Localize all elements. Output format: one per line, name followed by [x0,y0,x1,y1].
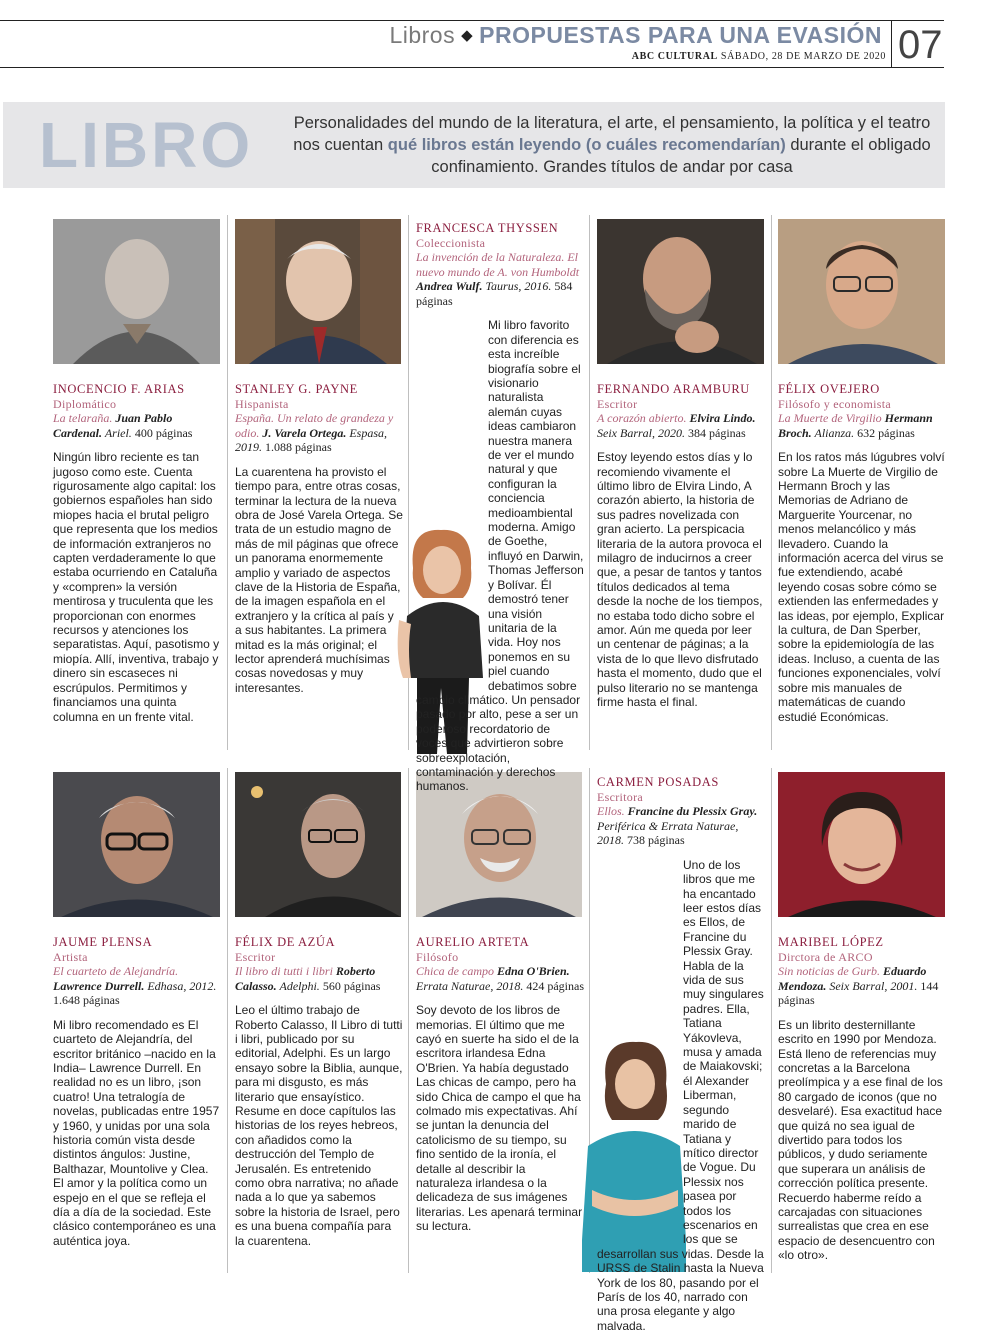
book-publisher: Errata Naturae, 2018. [416,978,524,993]
book-author: Roberto Calasso. [235,964,376,993]
recommendation-text [597,858,765,1333]
book-pages: 560 páginas [322,978,381,993]
book-publisher: Adelphi. [279,978,320,993]
column-divider [227,215,228,750]
book-author: Andrea Wulf. [416,279,483,294]
book-pages: 424 páginas [526,978,584,993]
text-wrap-spacer [597,1008,683,1238]
book-reference [235,411,403,455]
person-name: JAUME PLENSA [53,935,153,949]
book-reference [53,411,221,440]
intro-text-after: durante el obligado confinamiento. Grandes títulos de andar por casa [431,136,931,176]
entry-card [778,935,946,1263]
book-publisher: Seix Barral, 2001. [829,978,918,993]
recommendation-text: La cuarentena ha provisto el tiempo para, entre otras cosas, terminar la lectura de la nueva obra de José Varela Ortega. Se trata de un estudio magno de más de mil páginas que ofrece un panorama enormemente amplio y variado de aspectos clave de la Historia de España, de la imagen española en el extranjero y la crítica al país y a sus habitantes. La primera mitad es la más original; el lector aprenderá muchísimas cosas novedosas y muy interesantes. [235,464,403,695]
banner-word: LIBRO [39,109,254,181]
portrait-image [235,772,401,917]
recommendation-body: Mi libro favorito con diferencia es esta increíble biografía sobre el visionario naturalista alemán cuyas ideas cambiaron nuestra manera de ver el mundo natural y que configuran la conciencia medioambiental moderna. Amigo de Goethe, influyó en Darwin, Thomas Jefferson y Bolívar. Él demostró tener una visión unitaria de la vida. Hoy nos ponemos en su piel cuando debatimos sobre cambio climático. Un pensador pasado por alto, pese a ser un poderoso recordatorio de voces que advirtieron sobre sobreexplotación, contaminación y derechos humanos. [416,318,584,794]
book-reference [416,964,584,993]
book-title: Chica de campo [416,964,494,978]
person-role: Escritora [597,790,644,804]
person-name: FÉLIX DE AZÚA [235,935,336,949]
book-publisher: Ariel. [104,425,132,440]
book-pages: 584 páginas [416,279,573,308]
book-author: Eduardo Mendoza. [778,964,927,993]
entry-card [235,382,403,695]
topic-label: PROPUESTAS PARA UNA EVASIÓN [479,22,882,48]
text-wrap-spacer [416,484,488,689]
entry-card [597,382,765,710]
person-role: Escritor [235,950,276,964]
entry-card [416,935,584,1234]
portrait-photo [53,219,220,364]
header-separator [891,21,892,67]
recommendation-text: Mi libro recomendado es El cuarteto de Alejandría, del escritor británico –nacido en la India– Lawrence Durrell. En realidad no es un libro, ¡son cuatro! Una tetralogía de novelas, publicadas entre 1957 y 1960, y unidas por una sola historia común vista desde distintos ángulos: Justine, Balthazar, Mountolive y Clea. El amor y la política como un espejo en el que se refleja el día a día de la sociedad. Este clásico contemporáneo es una auténtica joya. [53,1017,220,1248]
page-number: 07 [898,23,943,67]
section-heading [389,22,882,49]
book-author: Juan Pablo Cardenal. [53,411,173,440]
intro-banner [3,102,945,188]
person-role: Escritor [597,397,638,411]
book-title: A corazón abierto. [597,411,687,425]
portrait-photo [235,772,401,917]
book-reference [778,411,946,440]
book-title: La Muerte de Virgilio [778,411,882,425]
column-divider [227,768,228,1273]
entry-card [53,935,221,1248]
person-name: FERNANDO ARAMBURU [597,382,750,396]
book-pages: 384 páginas [688,425,746,440]
portrait-image [778,772,945,917]
book-title: Sin noticias de Gurb. [778,964,880,978]
book-author: Elvira Lindo. [689,411,756,425]
person-name: FRANCESCA THYSSEN [416,221,559,235]
book-reference [597,804,765,848]
book-title: La invención de la Naturaleza. El nuevo mundo de A. von Humboldt [416,250,580,279]
portrait-photo [778,772,945,917]
book-pages: 1.088 páginas [265,440,332,455]
book-title: El cuarteto de Alejandría. [53,964,179,978]
person-name: CARMEN POSADAS [597,775,719,789]
book-author: J. Varela Ortega. [262,425,347,440]
book-pages: 400 páginas [134,425,193,440]
entry-card [597,775,765,1333]
person-role: Coleccionista [416,236,486,250]
book-title: Ellos. [597,804,625,818]
header-rule-top [0,20,944,21]
column-divider [589,215,590,750]
book-title: España. Un relato de grandeza y odio. [235,411,394,440]
banner-intro [281,112,943,178]
recommendation-text: Estoy leyendo estos días y lo recomiendo vivamente el último libro de Elvira Lindo, A corazón abierto, la historia de sus padres novelizada con gran acierto. La perspicacia literaria de la autora provoca el milagro de inducirnos a creer que, a pesar de tantos y tantos títulos dedicados al tema desde la noche de los tiempos, no estaba todo dicho sobre el amor. Aún me queda por leer un centenar de páginas; a la vista de lo que llevo disfrutado hasta el momento, dudo que el pulso literario no se mantenga firme hasta el final. [597,450,763,710]
intro-text-before: Personalidades del mundo de la literatura, el arte, el pensamiento, la política y el teatro nos cuentan [293,114,931,154]
recommendation-text: En los ratos más lúgubres volví sobre La Muerte de Virgilio de Hermann Broch y las Memorias de Adriano de Marguerite Yourcenar, no menos melancólico y más llevadero. Cuando la información acerca del virus se fue extendiendo, acabé leyendo cosas sobre cómo se extienden las enfermedades y las ideas, por ejemplo, Explicar la cultura, de Dan Sperber, sobre la epidemiología de las ideas. Incluso, a cuenta de las funciones exponenciales, volví sobre mis manuales de matemáticas de cuando estudié Económicas. [778,450,945,724]
book-pages: 632 páginas [857,425,915,440]
section-label: Libros [389,22,456,48]
portrait-image [235,219,401,364]
recommendation-text: Es un librito desternillante escrito en 1990 por Mendoza. Está lleno de referencias muy concretas a la Barcelona preolímpica y a ese final de los 80 cargado de iconos (que no desvelaré). Esa exactitud hace que quizá no sea igual de divertido para todos los públicos, y dudo seriamente que superara un análisis de corrección política presente. Recuerdo haberme reído a carcajadas con situaciones surrealistas que crea en ese espacio de desencuentro con «lo otro». [778,1017,943,1263]
person-role: Diplomático [53,397,117,411]
book-author: Lawrence Durrell. [53,978,145,993]
person-name: FÉLIX OVEJERO [778,382,880,396]
book-publisher: Periférica & Errata Naturae, 2018. [597,818,739,848]
portrait-photo [778,219,945,364]
book-publisher: Edhasa, 2012. [147,978,217,993]
publication-name: ABC CULTURAL [631,51,718,62]
entry-card [778,382,946,724]
publication-date-line [632,51,886,62]
book-publisher: Espasa, 2019. [235,425,388,455]
book-reference [778,964,946,1008]
column-divider [408,768,409,1273]
portrait-image [597,219,764,364]
recommendation-text: Ningún libro reciente es tan jugoso como este. Cuenta rigurosamente algo capital: los gobiernos españoles han sido miopes hacia el brutal peligro que representa que los medios de información extranjeros no capten verdaderamente lo que estaba ocurriendo en Cataluña y «compren» la versión mentirosa y truculenta que les proporcionan con enormes recursos y atenciones los separatistas. Aquí, pasotismo y miopía. Allí, inventiva, trabajo y dinero sin escaseces ni escrúpulos. Permitimos y financiamos una quinta columna en un frente vital. [53,450,220,724]
column-divider [771,768,772,1273]
person-name: STANLEY G. PAYNE [235,382,358,396]
book-pages: 738 páginas [627,833,685,848]
recommendation-text [416,318,584,793]
person-name: AURELIO ARTETA [416,935,530,949]
column-divider [771,215,772,750]
book-title: La telaraña. [53,411,113,425]
portrait-photo [53,772,220,917]
book-title: Il libro di tutti i libri [235,964,333,978]
person-role: Artista [53,950,88,964]
book-reference [53,964,221,1008]
person-name: MARIBEL LÓPEZ [778,935,884,949]
person-role: Dirctora de ARCO [778,950,873,964]
book-author: Edna O'Brien. [496,964,570,978]
book-publisher: Seix Barral, 2020. [597,425,685,440]
book-pages: 1.648 páginas [53,993,120,1008]
book-reference [416,250,584,308]
portrait-image [53,772,220,917]
portrait-photo [597,219,764,364]
portrait-photo [235,219,401,364]
book-publisher: Alianza. [814,425,855,440]
portrait-image [53,219,220,364]
recommendation-text: Soy devoto de los libros de memorias. El último que me cayó en suerte ha sido el de la escritora irlandesa Edna O'Brien. Ya había degustado Las chicas de campo, pero ha sido Chica de campo el que ha colmado mis expectativas. Ahí se juntan la denuncia del catolicismo de su tiempo, su fino sentido de la ironía, el detalle al describir la naturaleza irlandesa o la delicadeza de sus imágenes literarias. Les apenará terminar su lectura. [416,1003,583,1234]
intro-highlight: qué libros están leyendo (o cuáles recomendarían) [387,136,786,154]
recommendation-text: Leo el último trabajo de Roberto Calasso, Il Libro di tutti i libri, publicado por su editorial, Adelphi. Es un largo ensayo sobre la Biblia, aunque, para mi disgusto, es más literario que ensayístico. Resume en doce capítulos las historias de los reyes hebreos, con añadidos como la destrucción del Templo de Jerusalén. Es entretenido como obra narrativa; no añade nada a lo que ya sabemos sobre la historia de Israel, pero es una buena compañía para la cuarentena. [235,1003,403,1248]
person-role: Filósofo y economista [778,397,891,411]
person-name: INOCENCIO F. ARIAS [53,382,185,396]
book-publisher: Taurus, 2016. [485,279,552,294]
person-role: Filósofo [416,950,459,964]
person-role: Hispanista [235,397,289,411]
book-author: Francine du Plessix Gray. [627,804,758,818]
publication-date: SÁBADO, 28 DE MARZO DE 2020 [720,51,886,62]
entry-card [235,935,403,1248]
book-reference [597,411,765,440]
entry-card [53,382,221,724]
book-pages: 144 páginas [778,978,939,1008]
entry-card [416,221,584,794]
book-author: Hermann Broch. [778,411,933,440]
portrait-image [778,219,945,364]
recommendation-body: Uno de los libros que me ha encantado leer estos días es Ellos, de Francine du Plessix Gray. Habla de la vida de sus muy singulares padres. Ella, Tatiana Yákovleva, musa y amada de Maiakovski; él Alexander Liberman, segundo marido de Tatiana y mítico director de Vogue. Du Plessix nos pasea por todos los escenarios en los que se desarrollan sus vidas. Desde la URSS de Stalin hasta la Nueva York de los 80, pasando por el París de los 40, narrado con una prosa elegante y algo malvada. [597,857,764,1333]
header-rule-bottom [0,67,944,68]
diamond-icon: ◆ [461,27,474,44]
book-reference [235,964,403,993]
